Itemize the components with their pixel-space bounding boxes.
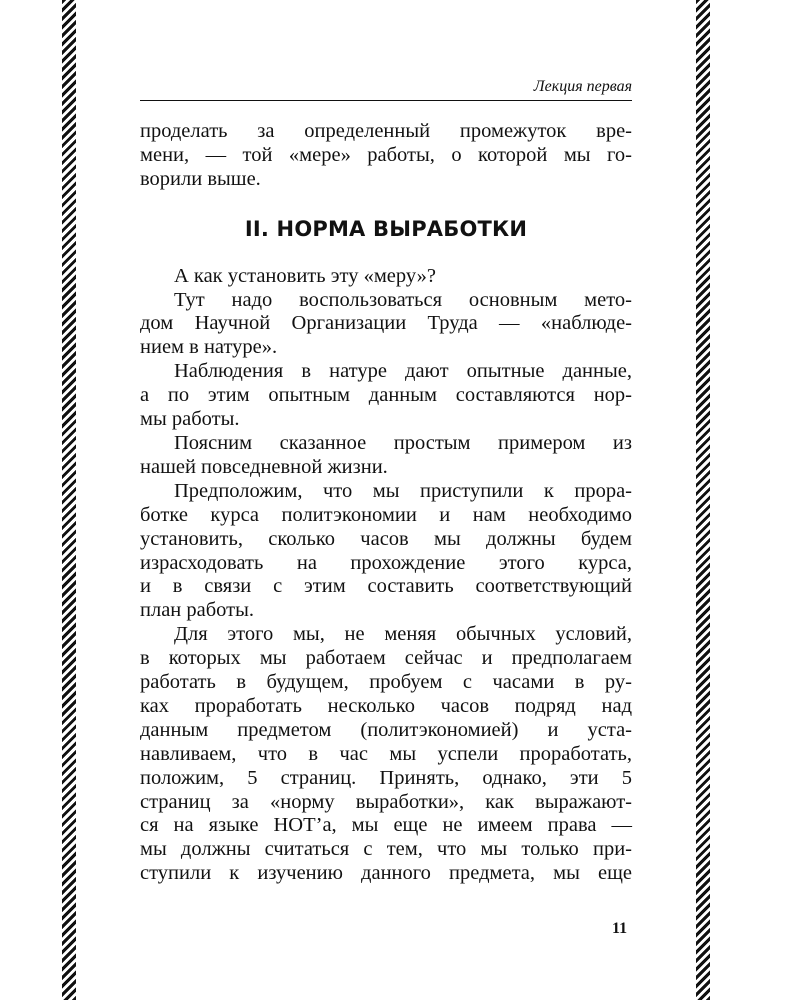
text-line: мы работы. — [140, 408, 240, 431]
paragraph — [140, 480, 632, 623]
running-head: Лекция первая — [533, 78, 632, 95]
text-line: в которых мы работаем сейчас и предполагаем — [140, 647, 632, 670]
text-line: мы должны считаться с тем, что мы только при- — [140, 838, 632, 861]
continuation-paragraph — [140, 120, 632, 192]
text-line: навливаем, что в час мы успели проработать, — [140, 742, 632, 765]
paragraph — [140, 360, 632, 432]
text-line: ворили выше. — [140, 167, 261, 190]
text-line: данным предметом (политэкономией) и уста- — [140, 718, 632, 741]
text-line: ся на языке НОТ’а, мы еще не имеем права — — [140, 814, 632, 837]
text-line: положим, 5 страниц. Принять, однако, эти 5 — [140, 766, 632, 789]
text-line: Наблюдения в натуре дают опытные данные, — [174, 360, 632, 383]
text-line: а по этим опытным данным составляются нор- — [140, 384, 632, 407]
text-line: Поясним сказанное простым примером из — [174, 431, 632, 454]
text-line: работать в будущем, пробуем с часами в ру- — [140, 671, 632, 694]
text-line: и в связи с этим составить соответствующий — [140, 575, 632, 598]
text-line: страниц за «норму выработки», как выражают- — [140, 790, 632, 813]
paragraph — [140, 289, 632, 361]
paragraph — [140, 432, 632, 480]
header-rule — [140, 100, 632, 101]
paragraph — [140, 265, 632, 289]
text-line: дом Научной Организации Труда — «наблюде- — [140, 312, 632, 335]
paragraph — [140, 623, 632, 886]
left-page-edge — [62, 0, 76, 1000]
text-line: Тут надо воспользоваться основным мето- — [174, 288, 632, 311]
page-number: 11 — [612, 920, 628, 937]
text-line: израсходовать на прохождение этого курса, — [140, 551, 632, 574]
text-line: нием в натуре». — [140, 336, 278, 359]
text-line: ступили к изучению данного предмета, мы еще — [140, 862, 632, 885]
text-line: мени, — той «мере» работы, о которой мы го- — [140, 143, 632, 166]
section-title: II. НОРМА ВЫРАБОТКИ — [244, 216, 528, 241]
text-line: план работы. — [140, 599, 255, 622]
right-page-edge — [696, 0, 710, 1000]
text-line: нашей повседневной жизни. — [140, 455, 388, 478]
text-line: Предположим, что мы приступили к прора- — [174, 479, 632, 502]
text-line: проделать за определенный промежуток вре- — [140, 120, 632, 142]
text-line: А как установить эту «меру»? — [174, 264, 436, 287]
text-line: ках проработать несколько часов подряд над — [140, 694, 632, 717]
page-body — [140, 120, 632, 886]
text-line: Для этого мы, не меняя обычных условий, — [174, 623, 632, 646]
text-line: ботке курса политэкономии и нам необходимо — [140, 503, 632, 526]
text-line: установить, сколько часов мы должны будем — [140, 527, 632, 550]
